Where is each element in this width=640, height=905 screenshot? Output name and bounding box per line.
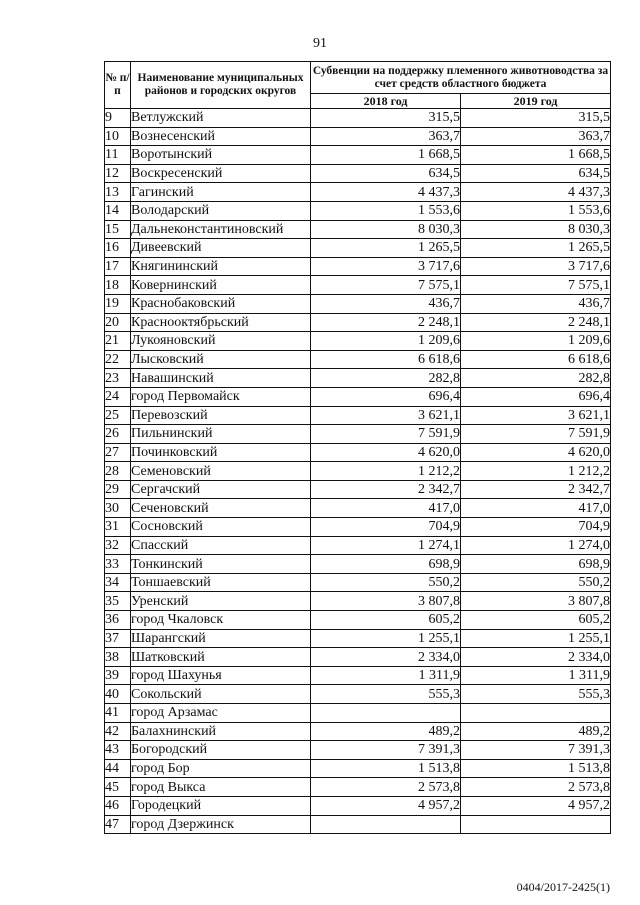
row-value-2019: 6 618,6	[461, 350, 611, 369]
row-number: 15	[105, 220, 131, 239]
row-value-2018: 1 553,6	[311, 201, 461, 220]
table-row	[105, 369, 611, 388]
row-name: Семеновский	[131, 462, 311, 481]
row-value-2019	[461, 815, 611, 834]
row-value-2018: 1 311,9	[311, 666, 461, 685]
table-row	[105, 387, 611, 406]
row-value-2019: 2 334,0	[461, 648, 611, 667]
row-value-2019: 704,9	[461, 518, 611, 537]
row-value-2019: 634,5	[461, 164, 611, 183]
row-name: Краснобаковский	[131, 294, 311, 313]
row-value-2018: 1 209,6	[311, 332, 461, 351]
row-value-2019: 363,7	[461, 127, 611, 146]
row-number: 22	[105, 350, 131, 369]
row-value-2018: 1 274,1	[311, 536, 461, 555]
row-value-2019	[461, 704, 611, 723]
row-number: 19	[105, 294, 131, 313]
row-name: Воскресенский	[131, 164, 311, 183]
row-name: Шатковский	[131, 648, 311, 667]
row-number: 10	[105, 127, 131, 146]
row-number: 42	[105, 722, 131, 741]
row-value-2018: 1 255,1	[311, 629, 461, 648]
row-value-2019: 7 591,9	[461, 425, 611, 444]
row-name: Княгининский	[131, 257, 311, 276]
row-number: 23	[105, 369, 131, 388]
header-name: Наименование муниципальных районов и городских округов	[131, 62, 311, 109]
row-name: Спасский	[131, 536, 311, 555]
row-value-2019: 2 248,1	[461, 313, 611, 332]
row-value-2019: 2 573,8	[461, 778, 611, 797]
row-number: 9	[105, 109, 131, 128]
row-value-2019: 315,5	[461, 109, 611, 128]
row-value-2018: 363,7	[311, 127, 461, 146]
table-row	[105, 741, 611, 760]
row-value-2018: 2 334,0	[311, 648, 461, 667]
table-row	[105, 480, 611, 499]
table-row	[105, 815, 611, 834]
row-name: Краснооктябрьский	[131, 313, 311, 332]
row-value-2019: 605,2	[461, 611, 611, 630]
row-value-2018: 489,2	[311, 722, 461, 741]
table-row	[105, 666, 611, 685]
row-number: 16	[105, 239, 131, 258]
row-number: 47	[105, 815, 131, 834]
row-value-2019: 4 437,3	[461, 183, 611, 202]
row-value-2019: 1 209,6	[461, 332, 611, 351]
row-number: 26	[105, 425, 131, 444]
header-year-2019: 2019 год	[461, 94, 611, 109]
table-body	[105, 109, 611, 834]
row-name: Гагинский	[131, 183, 311, 202]
table-row	[105, 759, 611, 778]
row-name: Навашинский	[131, 369, 311, 388]
row-number: 43	[105, 741, 131, 760]
table-row	[105, 518, 611, 537]
row-number: 29	[105, 480, 131, 499]
row-name: город Арзамас	[131, 704, 311, 723]
table-row	[105, 164, 611, 183]
row-number: 13	[105, 183, 131, 202]
row-value-2018: 7 575,1	[311, 276, 461, 295]
row-value-2019: 417,0	[461, 499, 611, 518]
row-value-2019: 8 030,3	[461, 220, 611, 239]
table-row	[105, 257, 611, 276]
row-value-2018: 2 573,8	[311, 778, 461, 797]
row-number: 32	[105, 536, 131, 555]
table-row	[105, 592, 611, 611]
row-name: Вознесенский	[131, 127, 311, 146]
row-number: 20	[105, 313, 131, 332]
table-row	[105, 425, 611, 444]
row-value-2018	[311, 815, 461, 834]
subsidy-table	[104, 61, 611, 834]
table-row	[105, 406, 611, 425]
row-number: 25	[105, 406, 131, 425]
row-value-2019: 1 513,8	[461, 759, 611, 778]
table-row	[105, 796, 611, 815]
row-name: Балахнинский	[131, 722, 311, 741]
row-number: 40	[105, 685, 131, 704]
row-name: Ветлужский	[131, 109, 311, 128]
row-value-2018: 436,7	[311, 294, 461, 313]
header-year-2018: 2018 год	[311, 94, 461, 109]
row-value-2019: 698,9	[461, 555, 611, 574]
row-name: город Дзержинск	[131, 815, 311, 834]
row-number: 18	[105, 276, 131, 295]
table-row	[105, 201, 611, 220]
row-number: 31	[105, 518, 131, 537]
row-number: 46	[105, 796, 131, 815]
row-value-2018: 8 030,3	[311, 220, 461, 239]
table-row	[105, 239, 611, 258]
row-value-2018	[311, 704, 461, 723]
table-row	[105, 629, 611, 648]
row-number: 21	[105, 332, 131, 351]
row-value-2019: 1 265,5	[461, 239, 611, 258]
row-number: 12	[105, 164, 131, 183]
table-row	[105, 462, 611, 481]
row-number: 28	[105, 462, 131, 481]
header-group: Субвенции на поддержку племенного животноводства за счет средств областного бюджета	[311, 62, 611, 94]
table-row	[105, 536, 611, 555]
row-number: 33	[105, 555, 131, 574]
row-value-2019: 1 668,5	[461, 146, 611, 165]
row-value-2018: 4 957,2	[311, 796, 461, 815]
row-value-2019: 7 391,3	[461, 741, 611, 760]
row-value-2019: 696,4	[461, 387, 611, 406]
row-value-2019: 4 957,2	[461, 796, 611, 815]
row-number: 24	[105, 387, 131, 406]
row-value-2018: 550,2	[311, 573, 461, 592]
row-number: 45	[105, 778, 131, 797]
row-value-2018: 1 212,2	[311, 462, 461, 481]
row-value-2018: 2 342,7	[311, 480, 461, 499]
table-row	[105, 573, 611, 592]
row-value-2018: 4 437,3	[311, 183, 461, 202]
row-name: Шарангский	[131, 629, 311, 648]
row-value-2019: 7 575,1	[461, 276, 611, 295]
row-number: 39	[105, 666, 131, 685]
table-row	[105, 220, 611, 239]
page-number: 91	[313, 36, 327, 51]
row-value-2018: 696,4	[311, 387, 461, 406]
table-row	[105, 294, 611, 313]
row-name: Воротынский	[131, 146, 311, 165]
row-name: город Шахунья	[131, 666, 311, 685]
header-num: № п/п	[105, 62, 131, 109]
row-name: город Первомайск	[131, 387, 311, 406]
table-row	[105, 704, 611, 723]
row-value-2019: 489,2	[461, 722, 611, 741]
row-number: 35	[105, 592, 131, 611]
table-row	[105, 109, 611, 128]
row-value-2018: 698,9	[311, 555, 461, 574]
row-number: 36	[105, 611, 131, 630]
row-name: Сергачский	[131, 480, 311, 499]
row-number: 34	[105, 573, 131, 592]
row-value-2018: 704,9	[311, 518, 461, 537]
row-value-2018: 2 248,1	[311, 313, 461, 332]
table-row	[105, 350, 611, 369]
row-name: город Бор	[131, 759, 311, 778]
row-value-2019: 1 212,2	[461, 462, 611, 481]
row-value-2018: 1 668,5	[311, 146, 461, 165]
row-value-2019: 2 342,7	[461, 480, 611, 499]
row-number: 11	[105, 146, 131, 165]
row-value-2019: 1 311,9	[461, 666, 611, 685]
row-value-2019: 4 620,0	[461, 443, 611, 462]
row-name: Володарский	[131, 201, 311, 220]
row-name: Лысковский	[131, 350, 311, 369]
row-value-2018: 1 513,8	[311, 759, 461, 778]
row-number: 37	[105, 629, 131, 648]
row-number: 27	[105, 443, 131, 462]
row-name: Сокольский	[131, 685, 311, 704]
table-row	[105, 685, 611, 704]
row-value-2018: 634,5	[311, 164, 461, 183]
row-number: 38	[105, 648, 131, 667]
table-row	[105, 313, 611, 332]
row-name: Починковский	[131, 443, 311, 462]
row-value-2018: 3 621,1	[311, 406, 461, 425]
row-value-2018: 3 807,8	[311, 592, 461, 611]
table-row	[105, 127, 611, 146]
row-name: Пильнинский	[131, 425, 311, 444]
row-name: Сосновский	[131, 518, 311, 537]
table-row	[105, 443, 611, 462]
row-value-2019: 1 255,1	[461, 629, 611, 648]
row-value-2019: 3 621,1	[461, 406, 611, 425]
row-number: 44	[105, 759, 131, 778]
row-value-2019: 555,3	[461, 685, 611, 704]
row-name: город Чкаловск	[131, 611, 311, 630]
row-value-2019: 1 553,6	[461, 201, 611, 220]
row-name: Дальнеконстантиновский	[131, 220, 311, 239]
row-name: Тонкинский	[131, 555, 311, 574]
row-value-2018: 3 717,6	[311, 257, 461, 276]
row-name: город Выкса	[131, 778, 311, 797]
row-number: 14	[105, 201, 131, 220]
row-name: Лукояновский	[131, 332, 311, 351]
row-name: Городецкий	[131, 796, 311, 815]
table-row	[105, 722, 611, 741]
row-value-2019: 1 274,0	[461, 536, 611, 555]
row-value-2019: 550,2	[461, 573, 611, 592]
row-value-2018: 7 391,3	[311, 741, 461, 760]
row-name: Ковернинский	[131, 276, 311, 295]
row-value-2018: 4 620,0	[311, 443, 461, 462]
document-code: 0404/2017-2425(1)	[516, 880, 610, 894]
table-row	[105, 499, 611, 518]
row-value-2018: 7 591,9	[311, 425, 461, 444]
row-value-2018: 417,0	[311, 499, 461, 518]
table-row	[105, 332, 611, 351]
table-row	[105, 146, 611, 165]
table-row	[105, 555, 611, 574]
row-value-2018: 6 618,6	[311, 350, 461, 369]
row-value-2018: 555,3	[311, 685, 461, 704]
row-value-2019: 282,8	[461, 369, 611, 388]
row-name: Перевозский	[131, 406, 311, 425]
table-row	[105, 648, 611, 667]
row-number: 30	[105, 499, 131, 518]
row-name: Дивеевский	[131, 239, 311, 258]
row-name: Сеченовский	[131, 499, 311, 518]
table-row	[105, 611, 611, 630]
table-row	[105, 778, 611, 797]
row-value-2018: 605,2	[311, 611, 461, 630]
row-name: Тоншаевский	[131, 573, 311, 592]
table-row	[105, 276, 611, 295]
row-value-2019: 3 717,6	[461, 257, 611, 276]
row-name: Богородский	[131, 741, 311, 760]
row-value-2018: 1 265,5	[311, 239, 461, 258]
row-value-2019: 436,7	[461, 294, 611, 313]
table-header	[105, 62, 611, 109]
row-number: 41	[105, 704, 131, 723]
row-value-2019: 3 807,8	[461, 592, 611, 611]
row-number: 17	[105, 257, 131, 276]
row-name: Уренский	[131, 592, 311, 611]
row-value-2018: 282,8	[311, 369, 461, 388]
row-value-2018: 315,5	[311, 109, 461, 128]
table-row	[105, 183, 611, 202]
